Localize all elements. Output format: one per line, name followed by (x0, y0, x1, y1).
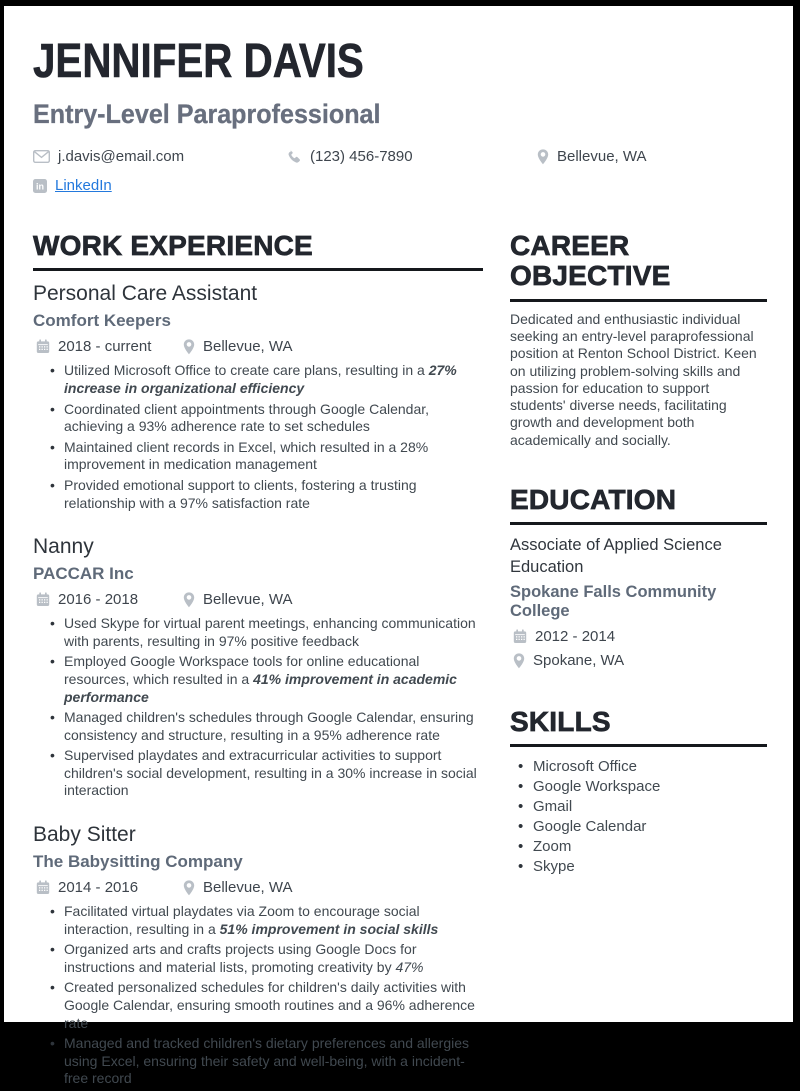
job-entry (33, 282, 483, 512)
education-heading: EDUCATION (510, 485, 767, 525)
education-location (510, 652, 767, 669)
career-objective-heading: CAREER OBJECTIVE (510, 231, 767, 301)
skill-item: • Google Calendar (518, 817, 767, 837)
skill-item: • Microsoft Office (518, 757, 767, 777)
calendar-icon (513, 629, 527, 644)
calendar-icon (36, 592, 50, 607)
job-dates-text: 2018 - current (58, 338, 152, 356)
career-objective-section (510, 231, 767, 449)
resume-header (33, 35, 767, 195)
education-dates-text: 2012 - 2014 (535, 628, 616, 646)
job-meta (33, 879, 483, 896)
job-location-text: Bellevue, WA (203, 879, 293, 897)
bullet-item: • Managed and tracked children's dietary preferences and allergies using Excel, ensuring their safety and well-being, with a incident-free record (50, 1035, 483, 1088)
job-bullet-list (50, 362, 483, 512)
skill-item: • Skype (518, 857, 767, 877)
job-dates (36, 591, 183, 608)
job-location (183, 338, 292, 355)
job-dates-text: 2014 - 2016 (58, 879, 139, 897)
job-dates (36, 879, 183, 896)
resume-columns (33, 231, 767, 1091)
career-objective-text: Dedicated and enthusiastic individual seeking an entry-level paraprofessional position at Renton School District. Keen on utilizing problem-solving skills and passion for education to support students' diverse needs, facilitating growth and development both academically and socially. (510, 310, 757, 448)
skills-list (518, 757, 767, 877)
job-entry (33, 535, 483, 800)
contact-row-2 (33, 177, 767, 194)
job-meta (33, 591, 483, 608)
skills-section (510, 707, 767, 877)
skill-item: • Google Workspace (518, 777, 767, 797)
linkedin-icon (33, 179, 47, 193)
skill-item: • Gmail (518, 797, 767, 817)
email-icon (33, 150, 50, 163)
job-location (183, 591, 292, 608)
right-column (510, 231, 767, 877)
work-experience-heading: WORK EXPERIENCE (33, 231, 483, 271)
skills-heading: SKILLS (510, 707, 767, 747)
bullet-item: • Organized arts and crafts projects using Google Docs for instructions and material lists, promoting creativity by 47% (50, 941, 483, 976)
job-company: Comfort Keepers (33, 311, 171, 331)
bullet-item: • Employed Google Workspace tools for online educational resources, which resulted in a 41% improvement in academic performance (50, 653, 483, 706)
bullet-item: • Coordinated client appointments through Google Calendar, achieving a 93% adherence rate to set schedules (50, 401, 483, 436)
svg-text:in: in (36, 181, 44, 192)
left-column (33, 231, 483, 1091)
job-entry (33, 823, 483, 1088)
linkedin-link[interactable]: LinkedIn (55, 177, 112, 195)
bullet-item: • Used Skype for virtual parent meetings, enhancing communication with parents, resulting in 97% positive feedback (50, 615, 483, 650)
education-dates (510, 628, 767, 645)
bullet-item: • Supervised playdates and extracurricular activities to support children's social development, resulting in a 30% increase in social interaction (50, 747, 483, 800)
email-text: j.davis@email.com (58, 148, 185, 166)
location-pin-icon (513, 653, 525, 669)
job-dates-text: 2016 - 2018 (58, 591, 139, 609)
phone-icon (287, 149, 302, 164)
contact-phone (287, 148, 537, 165)
contact-linkedin (33, 177, 112, 194)
job-location (183, 879, 292, 896)
job-location-text: Bellevue, WA (203, 591, 293, 609)
bullet-item: • Maintained client records in Excel, which resulted in a 28% improvement in medication management (50, 439, 483, 474)
bullet-item: • Facilitated virtual playdates via Zoom to encourage social interaction, resulting in a 51% improvement in social skills (50, 903, 483, 938)
education-school: Spokane Falls Community College (510, 583, 717, 621)
job-bullet-list (50, 615, 483, 800)
job-location-text: Bellevue, WA (203, 338, 293, 356)
person-name: JENNIFER DAVIS (33, 35, 364, 88)
calendar-icon (36, 339, 50, 354)
job-title: Nanny (33, 535, 94, 559)
location-pin-icon (537, 149, 549, 165)
education-location-text: Spokane, WA (533, 652, 625, 670)
location-pin-icon (183, 339, 195, 355)
location-text: Bellevue, WA (557, 148, 647, 166)
job-meta (33, 338, 483, 355)
job-bullet-list (50, 903, 483, 1088)
job-company: The Babysitting Company (33, 852, 243, 872)
job-dates (36, 338, 183, 355)
bullet-item: • Provided emotional support to clients, fostering a trusting relationship with a 97% satisfaction rate (50, 477, 483, 512)
job-company: PACCAR Inc (33, 564, 134, 584)
education-degree: Associate of Applied Science Education (510, 536, 722, 576)
bullet-item: • Managed children's schedules through Google Calendar, ensuring consistency and structure, resulting in a 95% adherence rate (50, 709, 483, 744)
bullet-item: • Utilized Microsoft Office to create care plans, resulting in a 27% increase in organizational efficiency (50, 362, 483, 397)
location-pin-icon (183, 880, 195, 896)
location-pin-icon (183, 592, 195, 608)
education-section (510, 485, 767, 669)
person-job-title: Entry-Level Paraprofessional (33, 99, 381, 130)
contact-email (33, 148, 287, 165)
phone-text: (123) 456-7890 (310, 148, 413, 166)
job-title: Personal Care Assistant (33, 282, 258, 306)
contact-row (33, 148, 767, 165)
skill-item: • Zoom (518, 837, 767, 857)
calendar-icon (36, 880, 50, 895)
contact-location (537, 148, 646, 165)
job-title: Baby Sitter (33, 823, 136, 847)
bullet-item: • Created personalized schedules for children's daily activities with Google Calendar, ensuring smooth routines and a 96% adherence rate (50, 979, 483, 1032)
